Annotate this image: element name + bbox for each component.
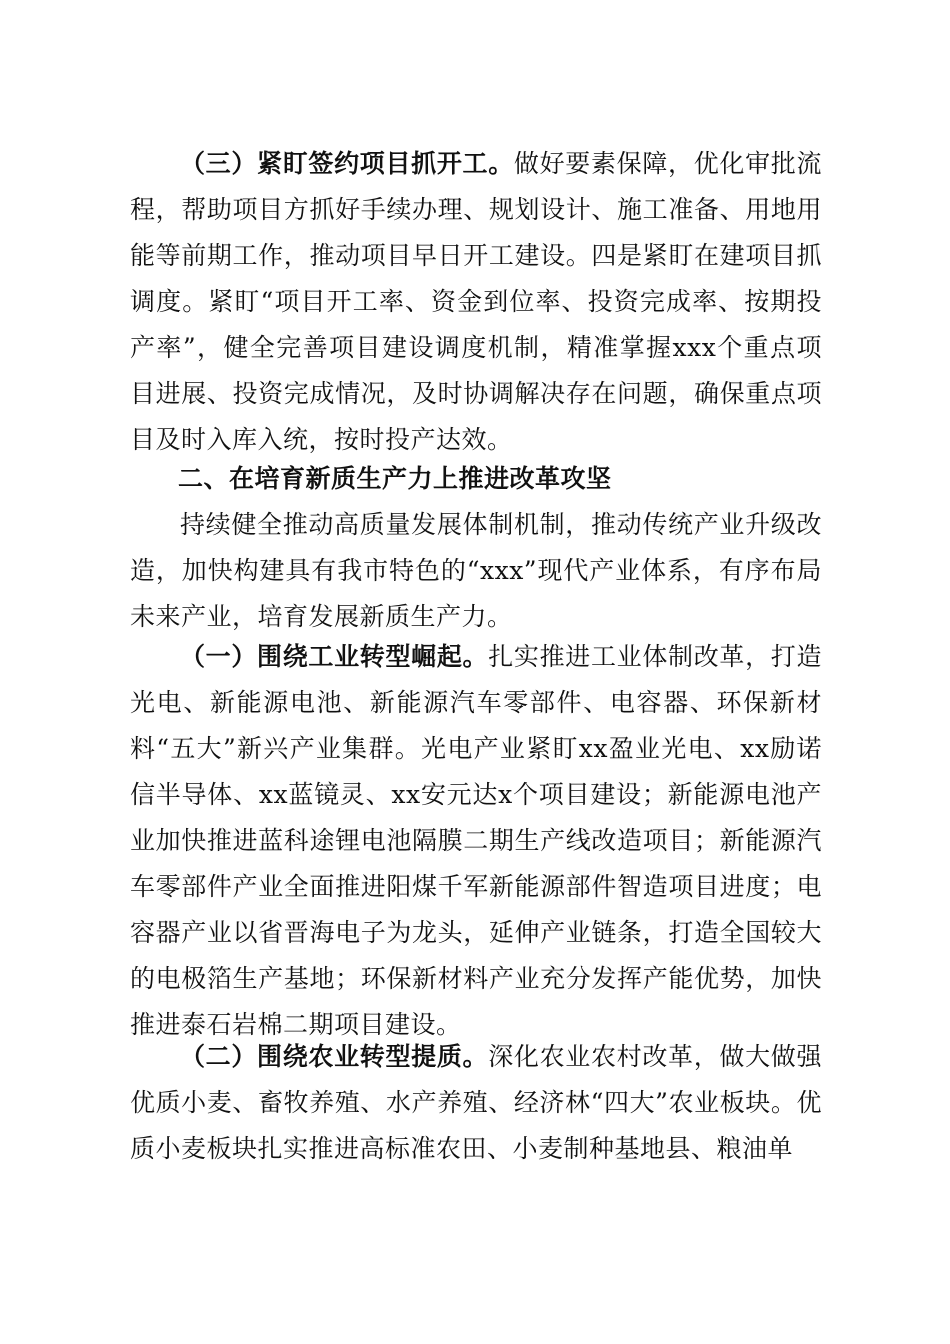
paragraph-lead-agriculture: （二）围绕农业转型提质。 [180,1042,489,1071]
paragraph-body-section-2-intro: 持续健全推动高质量发展体制机制，推动传统产业升级改造，加快构建具有我市特色的“xxx”现代产业体系，有序布局未来产业，培育发展新质生产力。 [130,510,822,631]
paragraph-body-agriculture: 深化农业农村改革，做大做强优质小麦、畜牧养殖、水产养殖、经济林“四大”农业板块。优质小麦板块扎实推进高标准农田、小麦制种基地县、粮油单 [130,1042,822,1163]
paragraph-lead-industry: （一）围绕工业转型崛起。 [180,642,489,671]
paragraph-industry [130,634,822,1048]
paragraph-lead-signed-projects: （三）紧盯签约项目抓开工。 [180,149,514,178]
paragraph-body-signed-projects: 做好要素保障，优化审批流程，帮助项目方抓好手续办理、规划设计、施工准备、用地用能等前期工作，推动项目早日开工建设。四是紧盯在建项目抓调度。紧盯“项目开工率、资金到位率、投资完成率、按期投产率”，健全完善项目建设调度机制，精准掌握xxx个重点项目进展、投资完成情况，及时协调解决存在问题，确保重点项目及时入库入统，按时投产达效。 [130,149,822,454]
section-heading-2: 二、在培育新质生产力上推进改革攻坚 [178,464,612,493]
paragraph-signed-projects [130,141,822,463]
paragraph-agriculture [130,1034,822,1172]
paragraph-section-2-intro [130,502,822,640]
paragraph-body-industry: 扎实推进工业体制改革，打造光电、新能源电池、新能源汽车零部件、电容器、环保新材料“五大”新兴产业集群。光电产业紧盯xx盈业光电、xx励诺信半导体、xx蓝镜灵、xx安元达x个项目建设；新能源电池产业加快推进蓝科途锂电池隔膜二期生产线改造项目；新能源汽车零部件产业全面推进阳煤千军新能源部件智造项目进度；电容器产业以省晋海电子为龙头，延伸产业链条，打造全国较大的电极箔生产基地；环保新材料产业充分发挥产能优势，加快推进泰石岩棉二期项目建设。 [130,642,822,1039]
